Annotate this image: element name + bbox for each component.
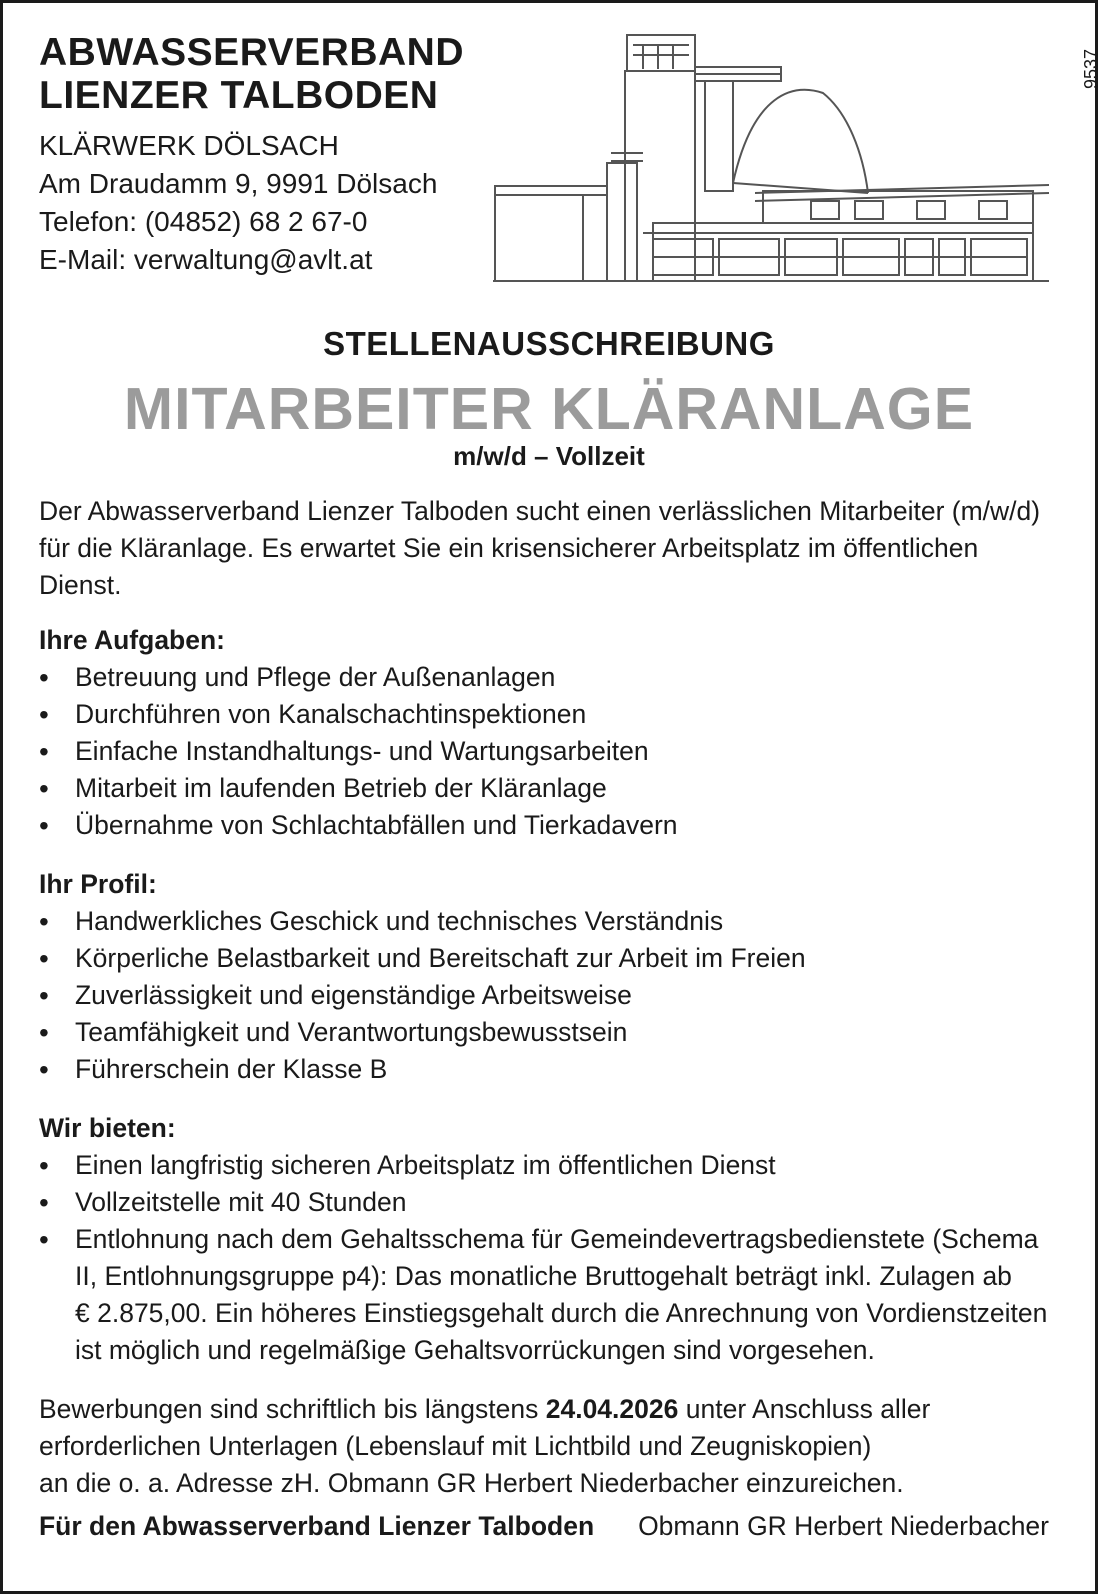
tasks-list xyxy=(39,659,1059,844)
offer-heading: Wir bieten: xyxy=(39,1113,176,1143)
closing-prefix: Bewerbungen sind schriftlich bis längstens xyxy=(39,1394,539,1424)
intro-line-1: Der Abwasserverband Lienzer Talboden sucht einen verlässlichen Mitarbeiter (m/w/d) xyxy=(39,496,1041,526)
closing-line-2: erforderlichen Unterlagen (Lebenslauf mit Lichtbild und Zeugniskopien) xyxy=(39,1431,872,1461)
organization-title xyxy=(39,31,464,117)
closing-line-3: an die o. a. Adresse zH. Obmann GR Herbert Niederbacher einzureichen. xyxy=(39,1468,904,1498)
treatment-plant-illustration xyxy=(493,33,1053,288)
list-item: • Durchführen von Kanalschachtinspektionen xyxy=(39,696,1059,733)
job-subtitle: m/w/d – Vollzeit xyxy=(453,441,645,471)
list-item: • Teamfähigkeit und Verantwortungsbewusstsein xyxy=(39,1014,1059,1051)
salary-line-3: € 2.875,00. Ein höheres Einstiegsgehalt durch die Anrechnung von Vordienstzeiten xyxy=(75,1298,1048,1328)
org-title-line-1: ABWASSERVERBAND xyxy=(39,31,464,74)
address: Am Draudamm 9, 9991 Dölsach xyxy=(39,168,438,199)
list-item: • Körperliche Belastbarkeit und Bereitschaft zur Arbeit im Freien xyxy=(39,940,1059,977)
reference-number: 9537 xyxy=(1081,49,1101,90)
list-item: • Einen langfristig sicheren Arbeitsplatz im öffentlichen Dienst xyxy=(39,1147,1059,1184)
application-deadline: 24.04.2026 xyxy=(545,1394,679,1424)
profile-heading: Ihr Profil: xyxy=(39,869,157,899)
salary-line-1: Entlohnung nach dem Gehaltsschema für Gemeindevertragsbedienstete (Schema xyxy=(75,1224,1039,1254)
list-item: • Vollzeitstelle mit 40 Stunden xyxy=(39,1184,1059,1221)
plant-name: KLÄRWERK DÖLSACH xyxy=(39,130,339,161)
org-title-line-2: LIENZER TALBODEN xyxy=(39,74,439,117)
list-item: • Mitarbeit im laufenden Betrieb der Kläranlage xyxy=(39,770,1059,807)
list-item: • Betreuung und Pflege der Außenanlagen xyxy=(39,659,1059,696)
list-item: • Handwerkliches Geschick und technisches Verständnis xyxy=(39,903,1059,940)
offer-list xyxy=(39,1147,1059,1369)
email: E-Mail: verwaltung@avlt.at xyxy=(39,244,373,275)
list-item: • Führerschein der Klasse B xyxy=(39,1051,1059,1088)
advertisement-body xyxy=(39,493,1059,1502)
announcement-heading: STELLENAUSSCHREIBUNG xyxy=(323,325,775,362)
footer-organization: Für den Abwasserverband Lienzer Talboden xyxy=(39,1511,595,1541)
contact-block xyxy=(39,127,437,279)
salary-item xyxy=(39,1221,1059,1369)
salary-line-4: ist möglich und regelmäßige Gehaltsvorrückungen sind vorgesehen. xyxy=(75,1335,875,1365)
list-item: • Einfache Instandhaltungs- und Wartungsarbeiten xyxy=(39,733,1059,770)
application-instructions xyxy=(39,1391,1059,1502)
profile-list xyxy=(39,903,1059,1088)
list-item: • Zuverlässigkeit und eigenständige Arbeitsweise xyxy=(39,977,1059,1014)
salary-line-2: II, Entlohnungsgruppe p4): Das monatliche Bruttogehalt beträgt inkl. Zulagen ab xyxy=(75,1261,1012,1291)
list-item: • Übernahme von Schlachtabfällen und Tierkadavern xyxy=(39,807,1059,844)
footer-signatory: Obmann GR Herbert Niederbacher xyxy=(638,1511,1049,1541)
intro-paragraph xyxy=(39,493,1059,604)
closing-suffix: unter Anschluss aller xyxy=(685,1394,931,1424)
phone: Telefon: (04852) 68 2 67-0 xyxy=(39,206,368,237)
intro-line-2: für die Kläranlage. Es erwartet Sie ein krisensicherer Arbeitsplatz im öffentlichen Dienst. xyxy=(39,533,979,600)
tasks-heading: Ihre Aufgaben: xyxy=(39,625,225,655)
job-title: MITARBEITER KLÄRANLAGE xyxy=(123,376,975,442)
